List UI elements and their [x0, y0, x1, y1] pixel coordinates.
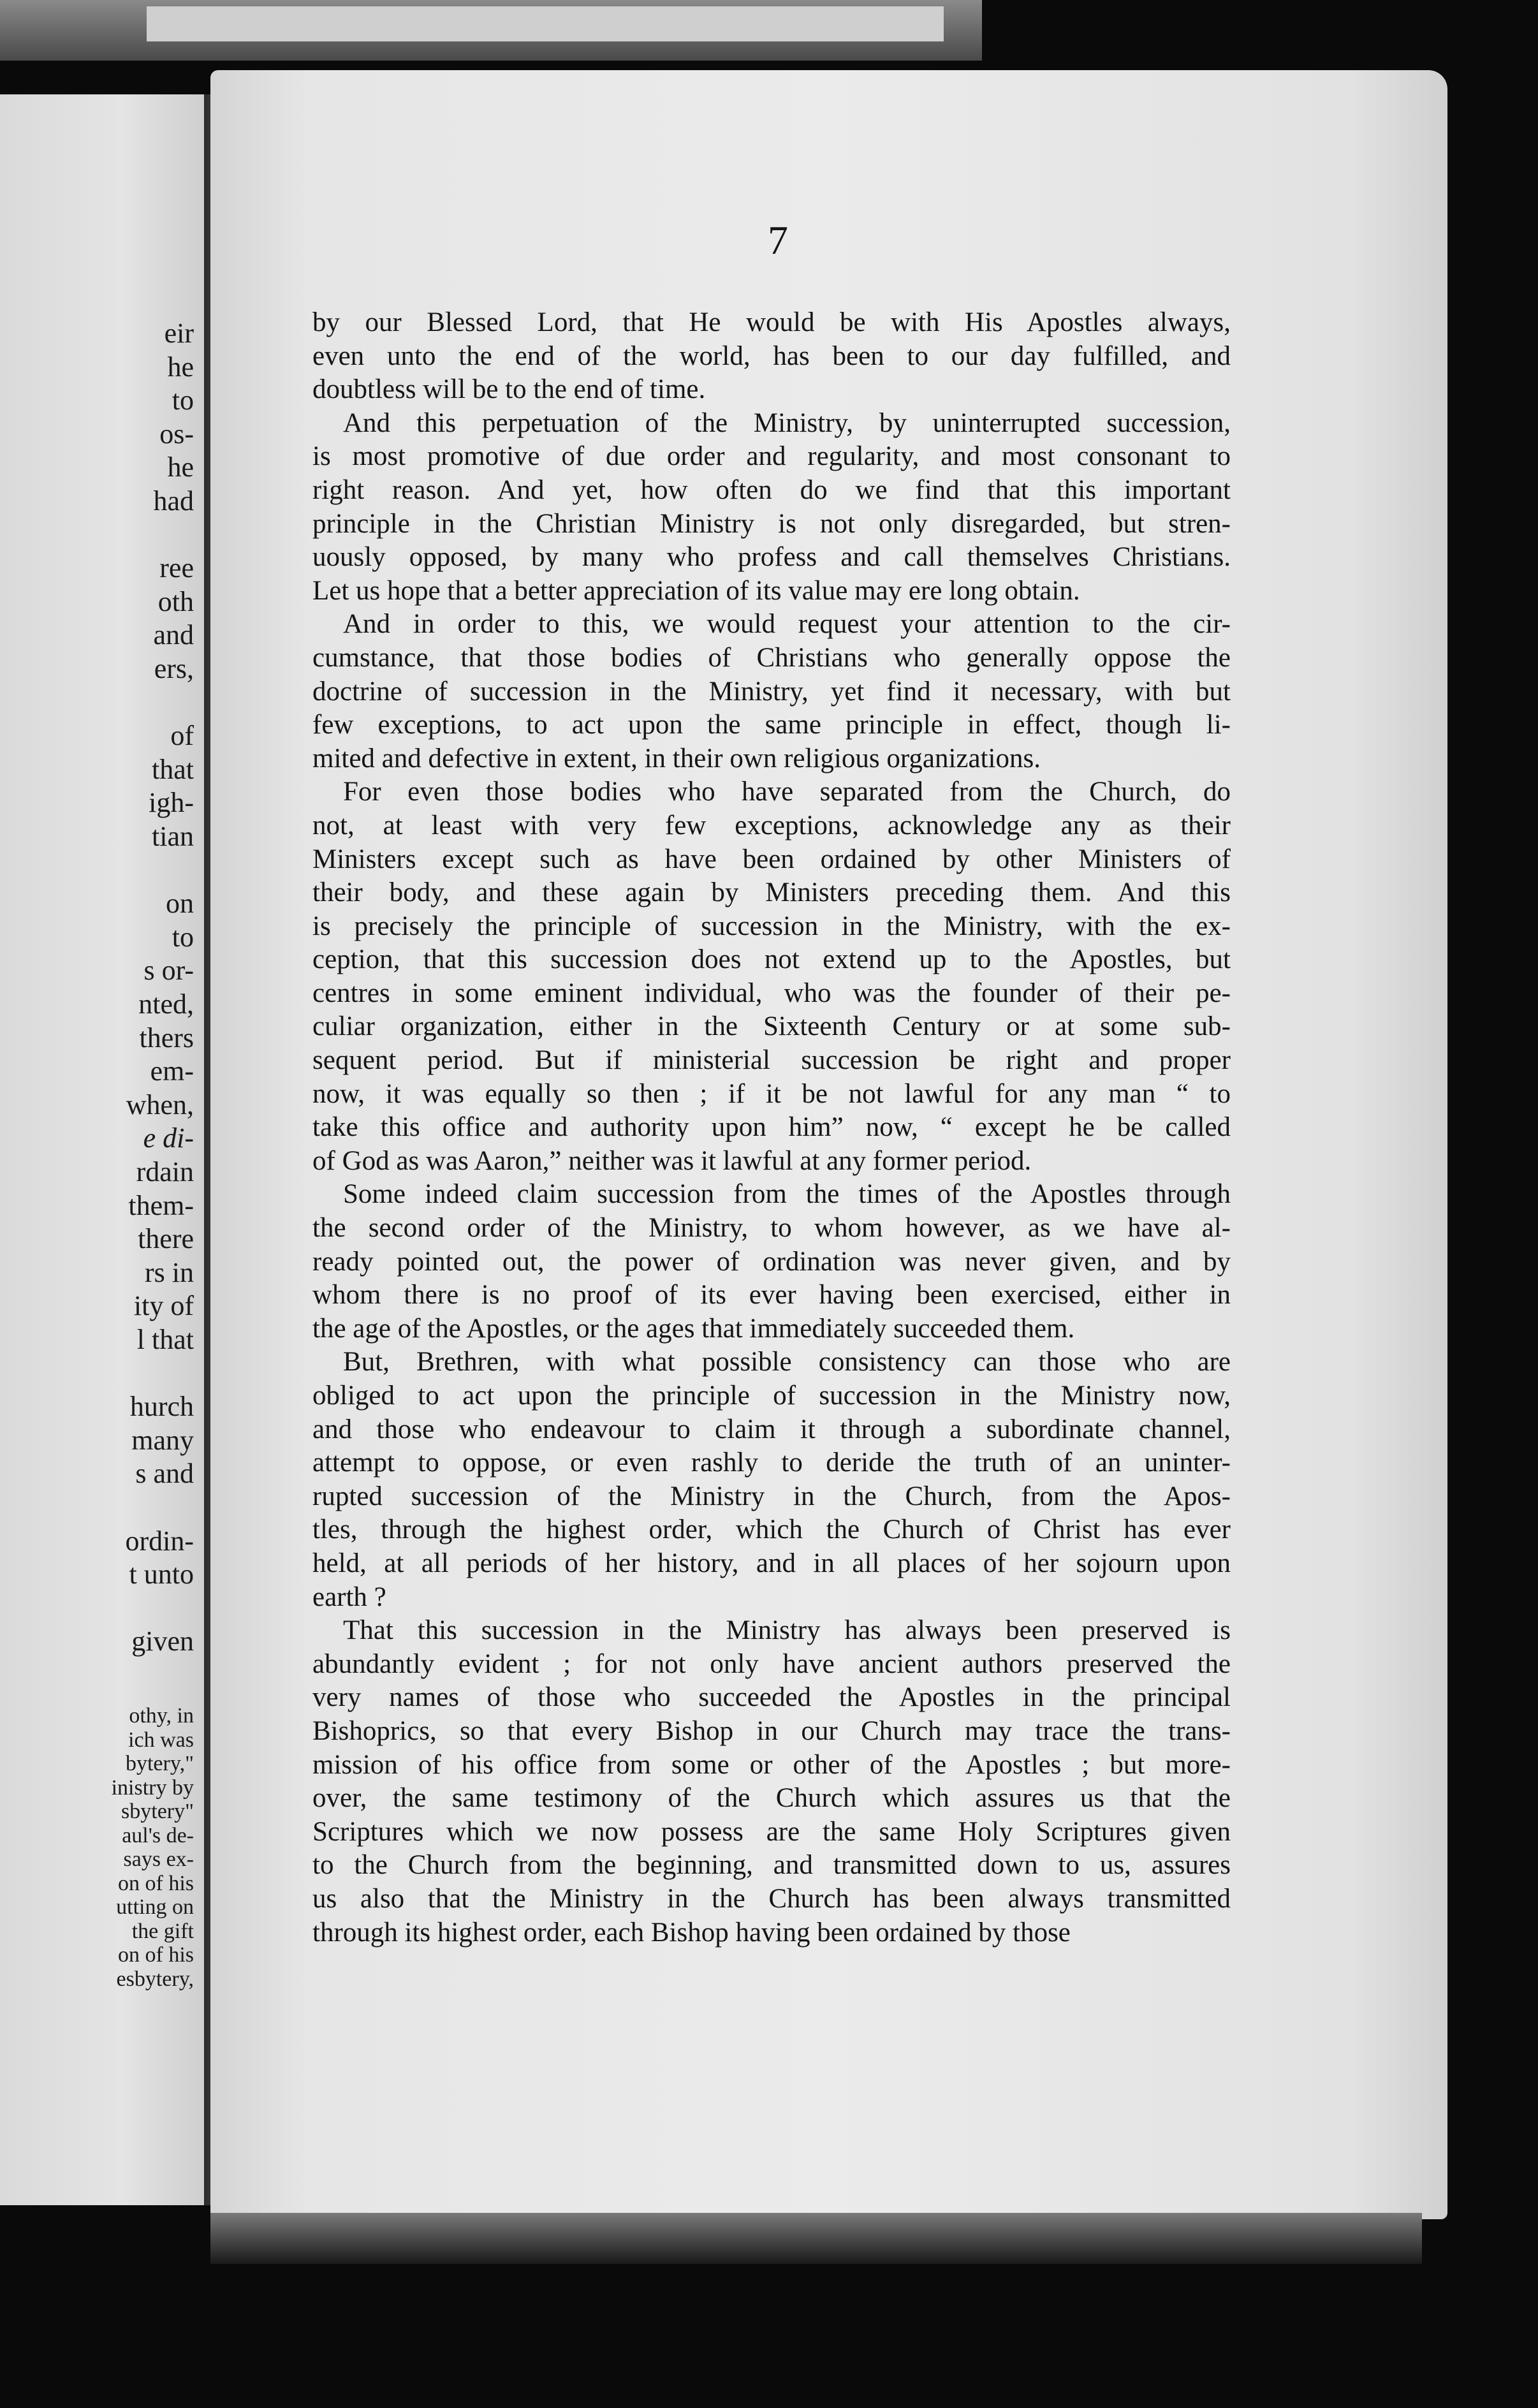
- text-line: cumstance, that those bodies of Christians who generally oppose the: [312, 642, 1231, 673]
- left-margin-fragment: of: [170, 720, 194, 752]
- text-line: now, it was equally so then ; if it be not lawful for any man “ to: [312, 1078, 1231, 1109]
- text-line: right reason. And yet, how often do we find that this important: [312, 474, 1231, 505]
- paragraph: [312, 1346, 1231, 1614]
- paragraph: [312, 306, 1231, 407]
- left-margin-fragment: had: [153, 485, 194, 517]
- paragraph: [312, 608, 1231, 775]
- left-margin-fragment: em-: [150, 1055, 194, 1087]
- text-line: not, at least with very few exceptions, acknowledge any as their: [312, 810, 1231, 841]
- text-line: held, at all periods of her history, and in all places of her sojourn upon: [312, 1548, 1231, 1578]
- left-footnote-fragment: sbytery": [121, 1800, 194, 1823]
- left-footnote-fragment: ich was: [128, 1728, 194, 1752]
- left-margin-fragment: s and: [135, 1458, 194, 1490]
- text-line: abundantly evident ; for not only have ancient authors preserved the: [312, 1648, 1231, 1679]
- text-line: mited and defective in extent, in their own religious organizations.: [312, 743, 1041, 774]
- text-line: rupted succession of the Ministry in the Church, from the Apos-: [312, 1481, 1231, 1511]
- left-margin-fragment: igh-: [149, 787, 194, 819]
- left-footnote-fragment: aul's de-: [122, 1823, 194, 1847]
- text-line: culiar organization, either in the Sixteenth Century or at some sub-: [312, 1011, 1231, 1042]
- text-line: is most promotive of due order and regularity, and most consonant to: [312, 441, 1231, 472]
- left-footnote-fragment: bytery,": [125, 1752, 194, 1775]
- text-line: through its highest order, each Bishop having been ordained by those: [312, 1917, 1071, 1948]
- text-line: take this office and authority upon him” now, “ except he be called: [312, 1112, 1231, 1143]
- left-margin-fragment: ity of: [133, 1290, 194, 1322]
- left-margin-fragment: and: [153, 619, 194, 651]
- left-margin-fragment: l that: [136, 1324, 194, 1355]
- left-margin-fragment: tian: [152, 821, 194, 852]
- text-line: Bishoprics, so that every Bishop in our Church may trace the trans-: [312, 1715, 1231, 1746]
- left-margin-fragment: to: [172, 385, 194, 416]
- text-line: over, the same testimony of the Church which assures us that the: [312, 1783, 1231, 1814]
- text-line: is precisely the principle of succession in the Ministry, with the ex-: [312, 911, 1231, 941]
- text-line: And in order to this, we would request your attention to the cir-: [343, 609, 1231, 640]
- left-margin-fragment: nted,: [138, 988, 194, 1020]
- text-line: principle in the Christian Ministry is not only disregarded, but stren-: [312, 508, 1231, 539]
- left-margin-fragment: ree: [159, 552, 194, 584]
- left-margin-fragment: there: [138, 1223, 194, 1255]
- left-margin-fragment: rdain: [136, 1156, 194, 1187]
- text-line: Scriptures which we now possess are the same Holy Scriptures given: [312, 1816, 1231, 1847]
- paragraph: [312, 1614, 1231, 1949]
- left-margin-fragment: he: [167, 452, 194, 483]
- scan-paper-strip: [147, 6, 944, 41]
- text-line: tles, through the highest order, which the Church of Christ has ever: [312, 1515, 1231, 1545]
- text-line: Let us hope that a better appreciation of its value may ere long obtain.: [312, 575, 1080, 606]
- text-line: obliged to act upon the principle of succession in the Ministry now,: [312, 1381, 1231, 1411]
- text-line: doubtless will be to the end of time.: [312, 374, 706, 405]
- left-footnote-fragment: the gift: [131, 1919, 194, 1943]
- left-footnote-fragment: on of his: [118, 1871, 194, 1895]
- paragraph: [312, 1178, 1231, 1346]
- text-line: For even those bodies who have separated from the Church, do: [343, 777, 1231, 807]
- text-line: centres in some eminent individual, who was the founder of their pe-: [312, 978, 1231, 1008]
- left-margin-fragment: oth: [157, 585, 194, 617]
- paragraph: [312, 775, 1231, 1178]
- text-line: us also that the Ministry in the Church has been always transmitted: [312, 1883, 1231, 1914]
- text-line: mission of his office from some or other of the Apostles ; but more-: [312, 1749, 1231, 1780]
- paragraph: [312, 407, 1231, 608]
- left-margin-fragment: thers: [139, 1022, 194, 1054]
- left-margin-fragment: eir: [164, 318, 194, 349]
- text-line: even unto the end of the world, has been to our day fulfilled, and: [312, 341, 1231, 371]
- left-footnote-fragment: on of his: [118, 1943, 194, 1967]
- text-line: earth ?: [312, 1582, 386, 1612]
- left-margin-fragment: given: [131, 1626, 194, 1657]
- scan-border-bottom: [210, 2213, 1422, 2264]
- left-margin-fragment: that: [152, 753, 194, 785]
- text-line: And this perpetuation of the Ministry, by uninterrupted succession,: [343, 407, 1231, 438]
- left-margin-fragment: to: [172, 921, 194, 953]
- left-margin-fragment: s or-: [143, 955, 194, 987]
- left-margin-fragment: t unto: [129, 1559, 194, 1590]
- left-footnote-fragment: utting on: [116, 1895, 194, 1919]
- text-line: the age of the Apostles, or the ages that immediately succeeded them.: [312, 1313, 1075, 1344]
- left-margin-fragment: ers,: [154, 653, 194, 684]
- text-line: uously opposed, by many who profess and call themselves Christians.: [312, 542, 1231, 573]
- text-line: Ministers except such as have been ordained by other Ministers of: [312, 844, 1231, 874]
- left-footnote-fragment: esbytery,: [116, 1967, 194, 1991]
- text-line: by our Blessed Lord, that He would be with His Apostles always,: [312, 307, 1231, 337]
- page-body: [312, 306, 1231, 1949]
- left-margin-fragment: when,: [126, 1089, 194, 1120]
- text-line: ready pointed out, the power of ordination was never given, and by: [312, 1246, 1231, 1277]
- text-line: very names of those who succeeded the Apostles in the principal: [312, 1682, 1231, 1713]
- left-footnote-fragment: says ex-: [123, 1847, 194, 1871]
- left-margin-fragment: os-: [159, 418, 194, 450]
- left-margin-fragment: on: [166, 888, 194, 920]
- text-line: But, Brethren, with what possible consistency can those who are: [343, 1347, 1231, 1377]
- left-margin-fragment: rs in: [145, 1256, 194, 1288]
- text-line: whom there is no proof of its ever having been exercised, either in: [312, 1280, 1231, 1310]
- left-footnote-fragment: othy, in: [129, 1704, 194, 1728]
- text-line: ception, that this succession does not extend up to the Apostles, but: [312, 944, 1231, 975]
- text-line: of God as was Aaron,” neither was it lawful at any former period.: [312, 1145, 1032, 1176]
- left-margin-fragment: e di-: [143, 1122, 194, 1154]
- page-number: 7: [768, 217, 788, 263]
- text-line: and those who endeavour to claim it through a subordinate channel,: [312, 1414, 1231, 1444]
- text-line: the second order of the Ministry, to whom however, as we have al-: [312, 1213, 1231, 1244]
- left-margin-fragment: he: [167, 351, 194, 383]
- left-margin-fragment: hurch: [129, 1391, 194, 1423]
- left-footnote-fragment: inistry by: [111, 1775, 194, 1800]
- left-margin-fragment: many: [131, 1424, 194, 1456]
- text-line: attempt to oppose, or even rashly to deride the truth of an uninter-: [312, 1448, 1231, 1478]
- text-line: few exceptions, to act upon the same principle in effect, though li-: [312, 710, 1231, 740]
- text-line: their body, and these again by Ministers preceding them. And this: [312, 877, 1231, 908]
- text-line: Some indeed claim succession from the times of the Apostles through: [343, 1179, 1231, 1210]
- text-line: to the Church from the beginning, and transmitted down to us, assures: [312, 1850, 1231, 1881]
- left-margin-fragment: ordin-: [125, 1525, 194, 1557]
- left-page-fragment: [0, 94, 204, 2205]
- text-line: That this succession in the Ministry has always been preserved is: [343, 1615, 1231, 1646]
- text-line: sequent period. But if ministerial succession be right and proper: [312, 1045, 1231, 1076]
- left-margin-fragment: them-: [128, 1189, 194, 1221]
- text-line: doctrine of succession in the Ministry, yet find it necessary, with but: [312, 676, 1231, 707]
